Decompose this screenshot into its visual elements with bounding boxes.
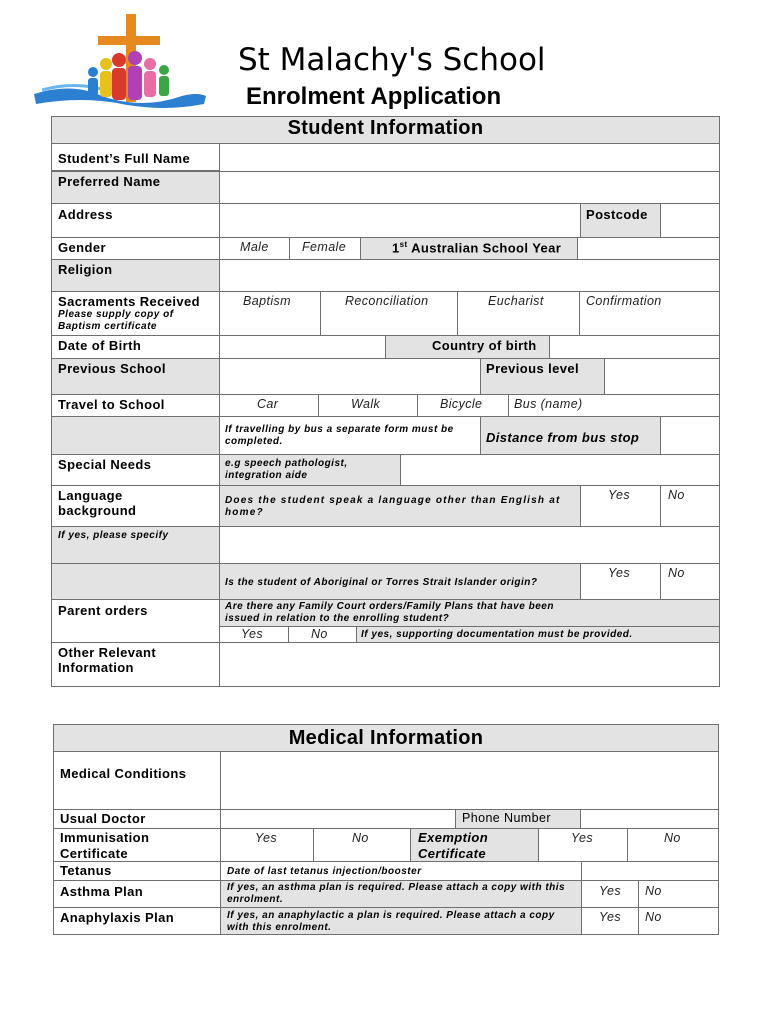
language-no-label: No xyxy=(668,488,685,502)
immunisation-yes-label: Yes xyxy=(255,831,278,845)
special-needs-input[interactable] xyxy=(400,454,720,486)
sacrament-baptism-label: Baptism xyxy=(243,294,291,308)
bus-distance-input[interactable] xyxy=(660,416,720,455)
anaphylaxis-no-label: No xyxy=(645,910,662,924)
aboriginal-yes-label: Yes xyxy=(608,566,631,580)
language-question: Does the student speak a language other than English at home? xyxy=(225,495,561,518)
address-input[interactable] xyxy=(219,203,581,238)
country-of-birth-input[interactable] xyxy=(549,335,720,359)
language-yes-label: Yes xyxy=(608,488,631,502)
first-year-number: 1 xyxy=(392,240,400,256)
language-specify-input[interactable] xyxy=(219,526,720,564)
parent-orders-yes-label: Yes xyxy=(241,627,264,641)
full-name-input[interactable] xyxy=(219,143,720,172)
parent-orders-doc-note: If yes, supporting documentation must be provided. xyxy=(361,629,633,640)
sacrament-eucharist-label: Eucharist xyxy=(488,294,544,308)
travel-walk-label: Walk xyxy=(351,397,381,411)
religion-input[interactable] xyxy=(219,259,720,292)
asthma-note: If yes, an asthma plan is required. Please attach a copy with this enrolment. xyxy=(227,882,566,905)
phone-input[interactable] xyxy=(580,809,719,829)
travel-bus-label: Bus (name) xyxy=(514,397,583,411)
aboriginal-question: Is the student of Aboriginal or Torres Strait Islander origin? xyxy=(225,577,538,588)
previous-school-input[interactable] xyxy=(219,358,481,395)
gender-female-label: Female xyxy=(302,240,347,254)
full-name-label: Student’s Full Name xyxy=(58,151,191,166)
phone-label: Phone Number xyxy=(462,811,551,825)
exemption-no-label: No xyxy=(664,831,681,845)
asthma-no-label: No xyxy=(645,884,662,898)
preferred-name-input[interactable] xyxy=(219,171,720,204)
previous-level-input[interactable] xyxy=(604,358,720,395)
parent-orders-no-label: No xyxy=(311,627,328,641)
tetanus-label: Tetanus xyxy=(60,863,112,878)
tetanus-note: Date of last tetanus injection/booster xyxy=(227,866,422,877)
special-needs-note: e.g speech pathologist, integration aide xyxy=(225,458,348,481)
exemption-yes-label: Yes xyxy=(571,831,594,845)
conditions-input[interactable] xyxy=(220,751,719,810)
student-section-title: Student Information xyxy=(287,117,484,139)
asthma-label: Asthma Plan xyxy=(60,884,144,899)
sacrament-reconciliation-label: Reconciliation xyxy=(345,294,429,308)
preferred-name-label: Preferred Name xyxy=(58,174,161,189)
bus-note: If travelling by bus a separate form must be completed. xyxy=(225,424,454,447)
travel-bicycle-label: Bicycle xyxy=(440,397,483,411)
parent-orders-label: Parent orders xyxy=(58,603,148,618)
religion-label: Religion xyxy=(58,262,113,277)
other-info-label: Other Relevant Information xyxy=(58,645,157,675)
address-label: Address xyxy=(58,207,113,222)
sacrament-confirmation-label: Confirmation xyxy=(586,294,662,308)
bus-row-label-cell xyxy=(51,416,220,455)
tetanus-input[interactable] xyxy=(581,861,719,881)
language-label: Language background xyxy=(58,488,137,518)
first-year-input[interactable] xyxy=(577,237,720,260)
country-of-birth-label: Country of birth xyxy=(432,338,537,353)
conditions-label: Medical Conditions xyxy=(60,766,187,781)
first-year-suffix: st xyxy=(399,240,408,249)
postcode-label: Postcode xyxy=(586,207,648,222)
gender-male-label: Male xyxy=(240,240,269,254)
dob-input[interactable] xyxy=(219,335,386,359)
first-year-text: Australian School Year xyxy=(411,240,562,256)
other-info-input[interactable] xyxy=(219,642,720,687)
travel-label: Travel to School xyxy=(58,397,165,412)
dob-label: Date of Birth xyxy=(58,338,142,353)
medical-section-title: Medical Information xyxy=(288,727,484,749)
aboriginal-no-label: No xyxy=(668,566,685,580)
previous-school-label: Previous School xyxy=(58,361,166,376)
previous-level-label: Previous level xyxy=(486,361,580,376)
anaphylaxis-yes-label: Yes xyxy=(599,910,622,924)
special-needs-label: Special Needs xyxy=(58,457,152,472)
first-year-label xyxy=(392,240,561,255)
sacraments-label: Sacraments Received xyxy=(58,294,201,309)
exemption-label: Exemption Certificate xyxy=(418,830,489,861)
anaphylaxis-label: Anaphylaxis Plan xyxy=(60,910,175,925)
anaphylaxis-note: If yes, an anaphylactic a plan is required. Please attach a copy with this enrolment. xyxy=(227,910,555,933)
gender-label: Gender xyxy=(58,240,106,255)
immunisation-no-label: No xyxy=(352,831,369,845)
specify-label: If yes, please specify xyxy=(58,530,169,541)
aboriginal-label-cell xyxy=(51,563,220,600)
postcode-input[interactable] xyxy=(660,203,720,238)
immunisation-label: Immunisation Certificate xyxy=(60,830,150,861)
sacraments-note: Please supply copy of Baptism certificate xyxy=(58,309,174,332)
school-logo xyxy=(32,12,208,112)
form-title: Enrolment Application xyxy=(246,83,502,110)
bus-distance-label: Distance from bus stop xyxy=(486,430,640,445)
doctor-input[interactable] xyxy=(220,809,456,829)
school-name: St Malachy's School xyxy=(238,42,546,78)
travel-car-label: Car xyxy=(257,397,279,411)
parent-orders-question: Are there any Family Court orders/Family Plans that have been issued in relation to the enrolling student? xyxy=(225,601,554,624)
doctor-label: Usual Doctor xyxy=(60,811,146,826)
asthma-yes-label: Yes xyxy=(599,884,622,898)
